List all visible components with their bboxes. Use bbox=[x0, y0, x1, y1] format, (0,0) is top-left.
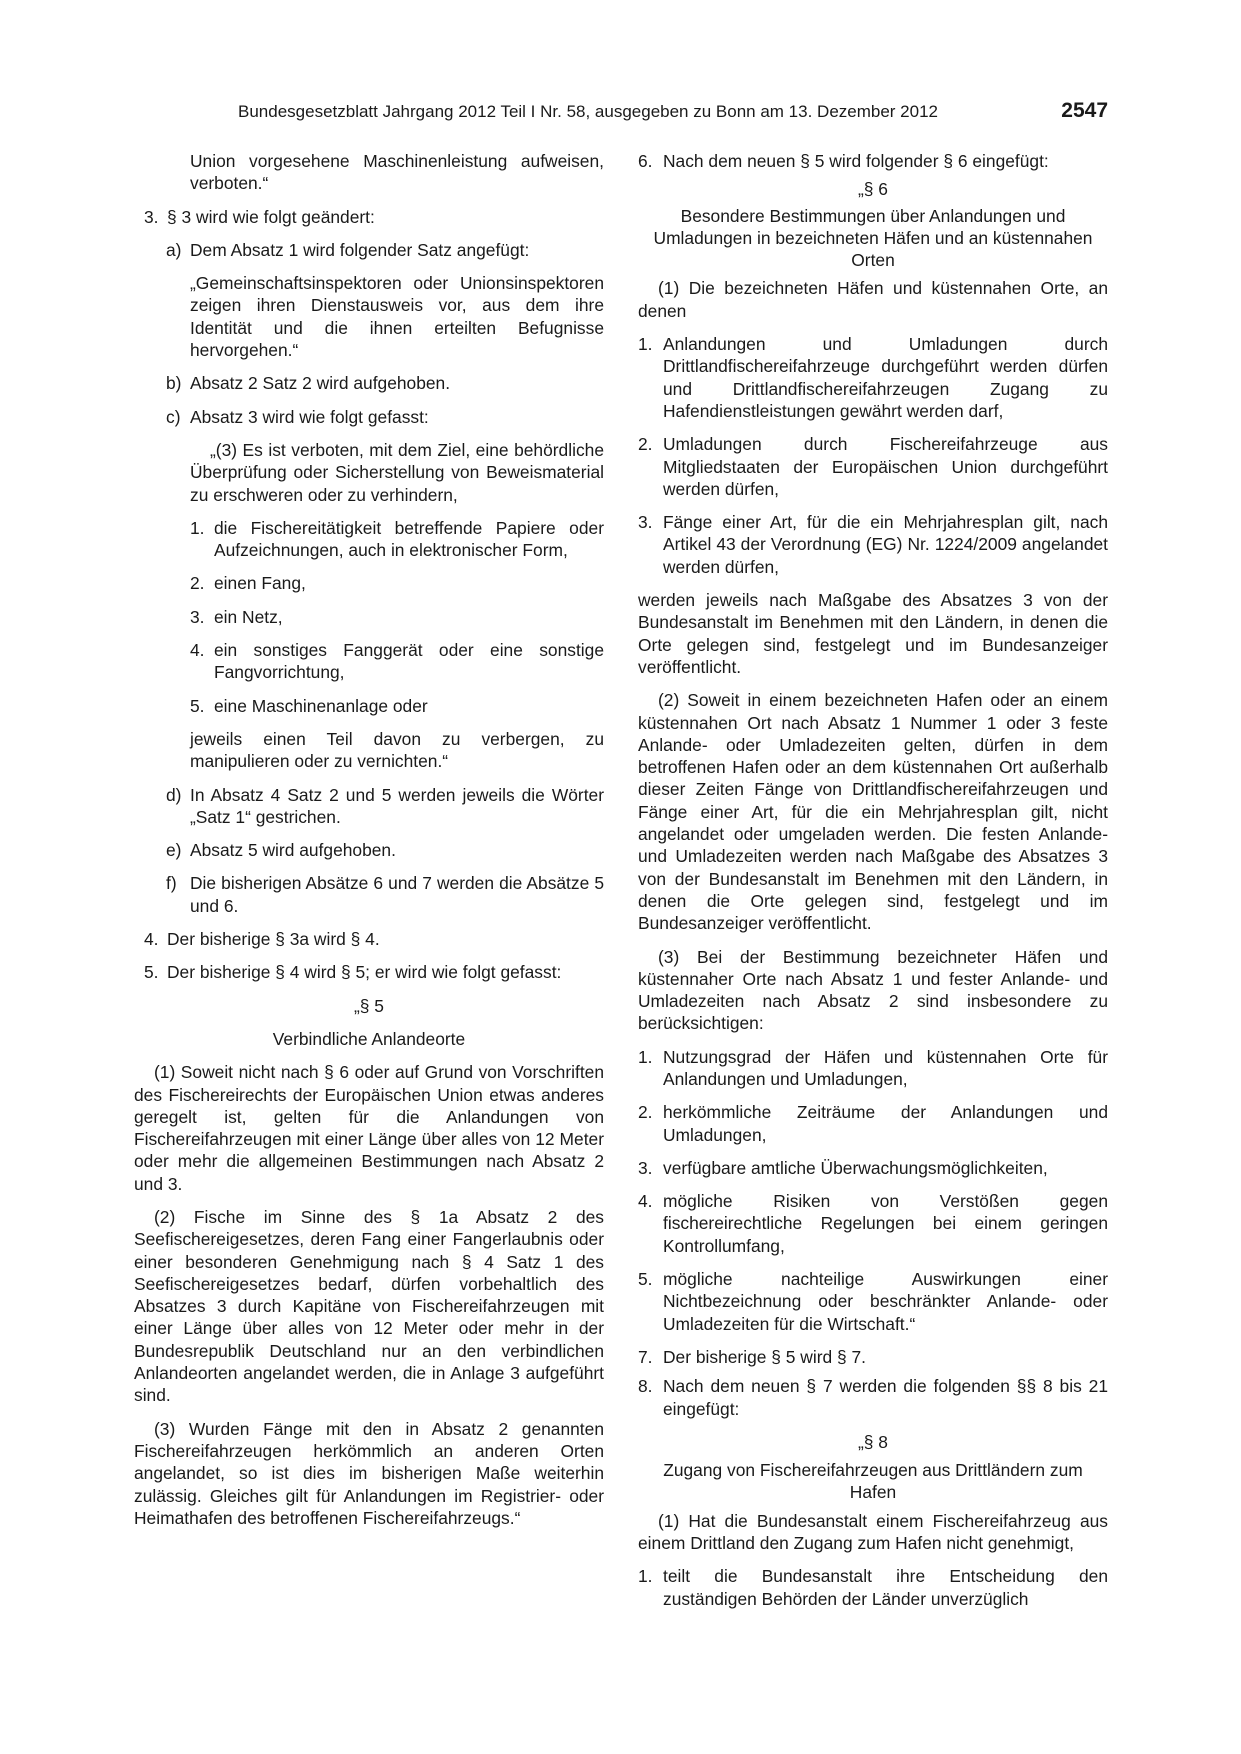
item-number: 3. bbox=[638, 1157, 653, 1178]
item-text: Der bisherige § 4 wird § 5; er wird wie folgt gefasst: bbox=[167, 962, 562, 983]
list-item-3 bbox=[134, 206, 604, 228]
item-text: In Absatz 4 Satz 2 und 5 werden jeweils die Wörter „Satz 1“ gestrichen. bbox=[190, 784, 604, 827]
item-number: 4. bbox=[144, 929, 159, 950]
item-text: Die bisherigen Absätze 6 und 7 werden die Absätze 5 und 6. bbox=[190, 873, 604, 916]
item-number: 4. bbox=[638, 1191, 653, 1212]
item-number: 1. bbox=[638, 1566, 653, 1587]
item-number: 5. bbox=[638, 1269, 653, 1290]
list-item-8 bbox=[638, 1375, 1108, 1420]
item-text: mögliche nachteilige Auswirkungen einer Nichtbezeichnung oder beschränkter Anlande- oder Umladezeiten für die Wirtschaft.“ bbox=[663, 1269, 1108, 1334]
paragraph-1: (1) Soweit nicht nach § 6 oder auf Grund von Vorschriften des Fischereirechts der Europäischen Union etwas anderes geregelt ist, gelten für die Anlandungen von Fischereifahrzeugen mit einer Länge über alles von 12 Meter oder mehr die allgemeinen Bestimmungen nach Absatz 2 und 3. bbox=[134, 1062, 604, 1194]
sub-item-d bbox=[134, 784, 604, 829]
right-column bbox=[638, 150, 1108, 1621]
item-number: 7. bbox=[638, 1346, 653, 1367]
page-number: 2547 bbox=[1061, 99, 1108, 122]
sub-item-a bbox=[134, 239, 604, 261]
running-title: Bundesgesetzblatt Jahrgang 2012 Teil I Nr. 58, ausgegeben zu Bonn am 13. Dezember 2012 bbox=[238, 102, 938, 121]
item-text: Nach dem neuen § 7 werden die folgenden §§ 8 bis 21 eingefügt: bbox=[663, 1376, 1108, 1419]
quote-tail: jeweils einen Teil davon zu verbergen, zu manipulieren oder zu vernichten.“ bbox=[190, 728, 604, 772]
paragraph-3: (3) Wurden Fänge mit den in Absatz 2 genannten Fischereifahrzeugen herkömmlich an anderen Orten angelandet, so ist dies im bisherigen Maße weiterhin zulässig. Gleiches gilt für Anlandungen im Registrier- oder Heimathafen des betroffenen Fischereifahrzeugs.“ bbox=[134, 1418, 604, 1528]
continued-text: Union vorgesehene Maschinenleistung aufweisen, verboten.“ bbox=[190, 151, 604, 194]
item-letter: f) bbox=[166, 873, 177, 894]
item-text: die Fischereitätigkeit betreffende Papiere oder Aufzeichnungen, auch in elektronischer Form, bbox=[214, 517, 604, 561]
item-text: mögliche Risiken von Verstößen gegen fischereirechtliche Regelungen bei einem geringen Kontrollumfang, bbox=[663, 1191, 1108, 1256]
sub-item-f bbox=[134, 872, 604, 917]
item-number: 3. bbox=[190, 606, 205, 627]
item-text: herkömmliche Zeiträume der Anlandungen und Umladungen, bbox=[663, 1102, 1108, 1145]
item-number: 3. bbox=[144, 206, 159, 227]
quote-list-item-5 bbox=[134, 695, 604, 717]
item-text: teilt die Bundesanstalt ihre Entscheidung den zuständigen Behörden der Länder unverzüglich bbox=[663, 1566, 1108, 1609]
item-text: Absatz 3 wird wie folgt gefasst: bbox=[190, 406, 429, 427]
paragraph-3: (3) Bei der Bestimmung bezeichneter Häfen und küstennaher Orte nach Absatz 1 und fester Anlande- und Umladezeiten nach Absatz 2 sind insbesondere zu berücksichtigen: bbox=[638, 946, 1108, 1034]
list-item bbox=[638, 1565, 1108, 1610]
sub-item-b bbox=[134, 372, 604, 394]
item-text: einen Fang, bbox=[214, 573, 306, 594]
section-heading: Besondere Bestimmungen über Anlandungen und Umladungen in bezeichneten Häfen und an küstennahen Orten bbox=[653, 205, 1093, 271]
item-text: Der bisherige § 3a wird § 4. bbox=[167, 929, 380, 950]
quoted-sentence: „Gemeinschaftsinspektoren oder Unionsinspektoren zeigen ihren Dienstausweis vor, aus dem ihre Identität und die ihnen erteilten Befugnisse hervorgehen.“ bbox=[190, 273, 604, 361]
section-heading: Verbindliche Anlandeorte bbox=[272, 1028, 466, 1049]
item-text: Umladungen durch Fischereifahrzeuge aus Mitgliedstaaten der Europäischen Union durchgeführt werden dürfen, bbox=[663, 434, 1108, 499]
item-text: Der bisherige § 5 wird § 7. bbox=[663, 1346, 866, 1367]
paragraph-1: (1) Die bezeichneten Häfen und küstennahen Orte, an denen bbox=[638, 278, 1108, 321]
item-text: ein sonstiges Fanggerät oder eine sonstige Fangvorrichtung, bbox=[214, 640, 604, 683]
item-number: 6. bbox=[638, 151, 653, 171]
item-number: 5. bbox=[144, 962, 159, 983]
quote-list-item-3 bbox=[134, 606, 604, 628]
list-item bbox=[638, 1101, 1108, 1146]
item-number: 2. bbox=[190, 573, 205, 594]
quote-list-item-4 bbox=[134, 639, 604, 684]
item-text: Nach dem neuen § 5 wird folgender § 6 eingefügt: bbox=[663, 151, 1049, 171]
paragraph-2: (2) Fische im Sinne des § 1a Absatz 2 des Seefischereigesetzes, deren Fang einer Fangerlaubnis oder einer besonderen Genehmigung nach § 4 Satz 1 des Seefischereigesetzes bedarf, dürfen vorbehaltlich des Absatzes 3 durch Kapitäne von Fischereifahrzeugen mit einer Länge über alles von 12 Meter oder mehr in der Bundesrepublik Deutschland nur an den verbindlichen Anlandeorten angelandet werden, die in Anlage 3 aufgeführt sind. bbox=[134, 1206, 604, 1406]
item-number: 1. bbox=[638, 1046, 653, 1067]
item-text: § 3 wird wie folgt geändert: bbox=[167, 206, 375, 227]
item-text: verfügbare amtliche Überwachungsmöglichkeiten, bbox=[663, 1157, 1048, 1178]
item-letter: d) bbox=[166, 784, 182, 805]
item-number: 4. bbox=[190, 640, 205, 661]
item-number: 8. bbox=[638, 1376, 653, 1397]
item-text: Dem Absatz 1 wird folgender Satz angefügt: bbox=[190, 239, 530, 260]
item-text: Nutzungsgrad der Häfen und küstennahen Orte für Anlandungen und Umladungen, bbox=[663, 1046, 1108, 1089]
running-header bbox=[238, 99, 1108, 125]
item-number: 5. bbox=[190, 695, 205, 716]
sub-item-c bbox=[134, 406, 604, 428]
item-number: 2. bbox=[638, 434, 653, 455]
item-number: 1. bbox=[190, 517, 205, 538]
item-text: Absatz 5 wird aufgehoben. bbox=[190, 840, 396, 861]
item-number: 2. bbox=[638, 1102, 653, 1123]
quoted-paragraph: „(3) Es ist verboten, mit dem Ziel, eine behördliche Überprüfung oder Sicherstellung von Beweismaterial zu erschweren oder zu verhindern, bbox=[190, 439, 604, 505]
left-column bbox=[134, 150, 604, 1540]
sub-item-e bbox=[134, 839, 604, 861]
list-item bbox=[638, 1190, 1108, 1257]
section-mark: „§ 8 bbox=[858, 1431, 888, 1452]
list-item bbox=[638, 1046, 1108, 1091]
item-text: eine Maschinenanlage oder bbox=[214, 695, 428, 716]
list-item bbox=[638, 433, 1108, 500]
item-text: Anlandungen und Umladungen durch Drittlandfischereifahrzeuge durchgeführt werden dürfen und Drittlandfischereifahrzeugen Zugang zu Hafendienstleistungen gewährt werden darf, bbox=[663, 334, 1108, 421]
item-text: Fänge einer Art, für die ein Mehrjahresplan gilt, nach Artikel 43 der Verordnung (EG) Nr. 1224/2009 angelandet werden dürfen, bbox=[663, 512, 1108, 577]
item-number: 1. bbox=[638, 334, 653, 355]
section-mark: „§ 6 bbox=[858, 179, 888, 200]
list-item-4 bbox=[134, 928, 604, 950]
list-item-5 bbox=[134, 961, 604, 983]
paragraph-1-tail: werden jeweils nach Maßgabe des Absatzes 3 von der Bundesanstalt im Benehmen mit den Ländern, in denen die Orte gelegen sind, festgelegt und im Bundesanzeiger veröffentlicht. bbox=[638, 590, 1108, 677]
paragraph-1: (1) Hat die Bundesanstalt einem Fischereifahrzeug aus einem Drittland den Zugang zum Hafen nicht genehmigt, bbox=[638, 1510, 1108, 1554]
list-item bbox=[638, 1268, 1108, 1335]
list-item bbox=[638, 511, 1108, 578]
list-item bbox=[638, 333, 1108, 422]
item-letter: e) bbox=[166, 840, 182, 861]
quote-list-item-2 bbox=[134, 572, 604, 594]
item-text: Absatz 2 Satz 2 wird aufgehoben. bbox=[190, 373, 451, 394]
item-letter: a) bbox=[166, 239, 182, 260]
section-mark: „§ 5 bbox=[354, 995, 384, 1016]
quote-list-item-1 bbox=[134, 517, 604, 562]
list-item-7 bbox=[638, 1346, 1108, 1368]
item-number: 3. bbox=[638, 512, 653, 533]
paragraph-2: (2) Soweit in einem bezeichneten Hafen oder an einem küstennahen Ort nach Absatz 1 Nummer 1 oder 3 feste Anlande- oder Umladezeiten gelten, dürfen in dem betroffenen Hafen oder an dem küstennahen Ort außerhalb dieser Zeiten Fänge von Drittlandfischereifahrzeugen und Fänge einer Art, für die ein Mehrjahresplan gilt, nicht angelandet oder umgeladen werden. Die festen Anlande- und Umladezeiten werden nach Maßgabe des Absatzes 3 von der Bundesanstalt im Benehmen mit den Ländern, in denen die Orte gelegen sind, festgelegt und im Bundesanzeiger veröffentlicht. bbox=[638, 690, 1108, 934]
item-letter: b) bbox=[166, 373, 182, 394]
section-heading: Zugang von Fischereifahrzeugen aus Drittländern zum Hafen bbox=[663, 1460, 1083, 1503]
item-letter: c) bbox=[166, 406, 181, 427]
list-item-6 bbox=[638, 150, 1108, 172]
item-text: ein Netz, bbox=[214, 606, 283, 627]
list-item bbox=[638, 1157, 1108, 1179]
